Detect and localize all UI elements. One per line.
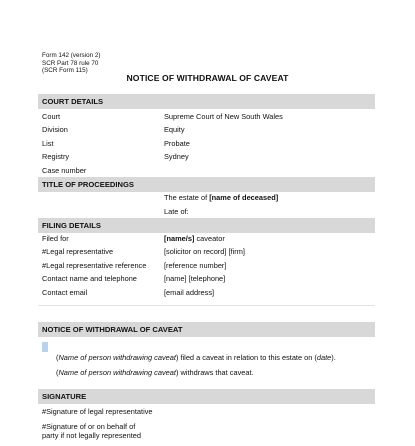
notice-paragraph-1[interactable]: (Name of person withdrawing caveat) filed a caveat in relation to this estate on (date). — [56, 353, 336, 362]
form-number: Form 142 (version 2) — [42, 52, 101, 59]
form-rule: SCR Part 78 rule 70 — [42, 59, 99, 67]
field-value[interactable] — [164, 232, 225, 245]
late-of-row — [42, 205, 372, 218]
signature-party-line2: party if not legally represented — [42, 431, 142, 440]
notice-paragraph-2[interactable]: (Name of person withdrawing caveat) withdraws that caveat. — [56, 368, 254, 377]
field-label: Filed for — [42, 234, 69, 243]
form-identifier — [42, 52, 100, 75]
section-notice: NOTICE OF WITHDRAWAL OF CAVEAT — [38, 322, 375, 337]
filed-for-row — [42, 232, 372, 245]
division-row — [42, 123, 372, 136]
field-value-bold: [name/s] — [164, 234, 195, 243]
document-title: NOTICE OF WITHDRAWAL OF CAVEAT — [126, 73, 289, 83]
field-value[interactable]: [reference number] — [164, 261, 227, 270]
deceased-name: [name of deceased] — [209, 193, 279, 202]
field-value[interactable]: Equity — [164, 125, 185, 134]
placeholder-name: Name of person withdrawing caveat — [58, 353, 176, 362]
list-row — [42, 137, 372, 150]
field-value[interactable]: [solicitor on record] [firm] — [164, 247, 245, 256]
field-label: List — [42, 139, 54, 148]
field-label: Contact email — [42, 288, 88, 297]
placeholder-date: date — [316, 353, 332, 362]
field-value-rest: caveator — [194, 234, 225, 243]
field-label: Contact name and telephone — [42, 274, 137, 283]
late-of-label[interactable]: Late of: — [164, 207, 189, 216]
registry-row — [42, 150, 372, 163]
section-signature: SIGNATURE — [38, 389, 375, 404]
field-label: #Legal representative reference — [42, 261, 147, 270]
text-cursor-marker — [42, 342, 48, 352]
field-label: Registry — [42, 152, 70, 161]
field-label: #Legal representative — [42, 247, 114, 256]
field-value[interactable]: [name] [telephone] — [164, 274, 226, 283]
field-value[interactable]: [email address] — [164, 288, 215, 297]
section-title-of-proceedings: TITLE OF PROCEEDINGS — [38, 177, 375, 192]
section-court-details: COURT DETAILS — [38, 94, 375, 109]
form-scr: (SCR Form 115) — [42, 67, 88, 75]
para-text: ) withdraws that caveat. — [175, 368, 254, 377]
field-label: Court — [42, 112, 61, 121]
field-label: Case number — [42, 166, 87, 175]
estate-prefix: The estate of — [164, 193, 210, 202]
estate-of-text[interactable] — [164, 191, 278, 204]
legal-rep-reference-row — [42, 259, 372, 272]
signature-legal-rep[interactable]: #Signature of legal representative — [42, 407, 153, 416]
placeholder-name: Name of person withdrawing caveat — [58, 368, 176, 377]
legal-rep-row — [42, 245, 372, 258]
field-value[interactable]: Supreme Court of New South Wales — [164, 112, 283, 121]
field-value[interactable]: Probate — [164, 139, 190, 148]
para-text: ). — [331, 353, 336, 362]
contact-email-row — [42, 286, 372, 299]
field-value[interactable]: Sydney — [164, 152, 189, 161]
section-divider — [38, 305, 375, 306]
section-filing-details: FILING DETAILS — [38, 218, 375, 233]
court-row — [42, 110, 372, 123]
field-label: Division — [42, 125, 68, 134]
contact-name-row — [42, 272, 372, 285]
estate-row — [42, 191, 372, 204]
signature-party-line1[interactable]: #Signature of or on behalf of — [42, 422, 136, 431]
case-number-row — [42, 164, 372, 177]
para-text: ) filed a caveat in relation to this estate on ( — [175, 353, 317, 362]
